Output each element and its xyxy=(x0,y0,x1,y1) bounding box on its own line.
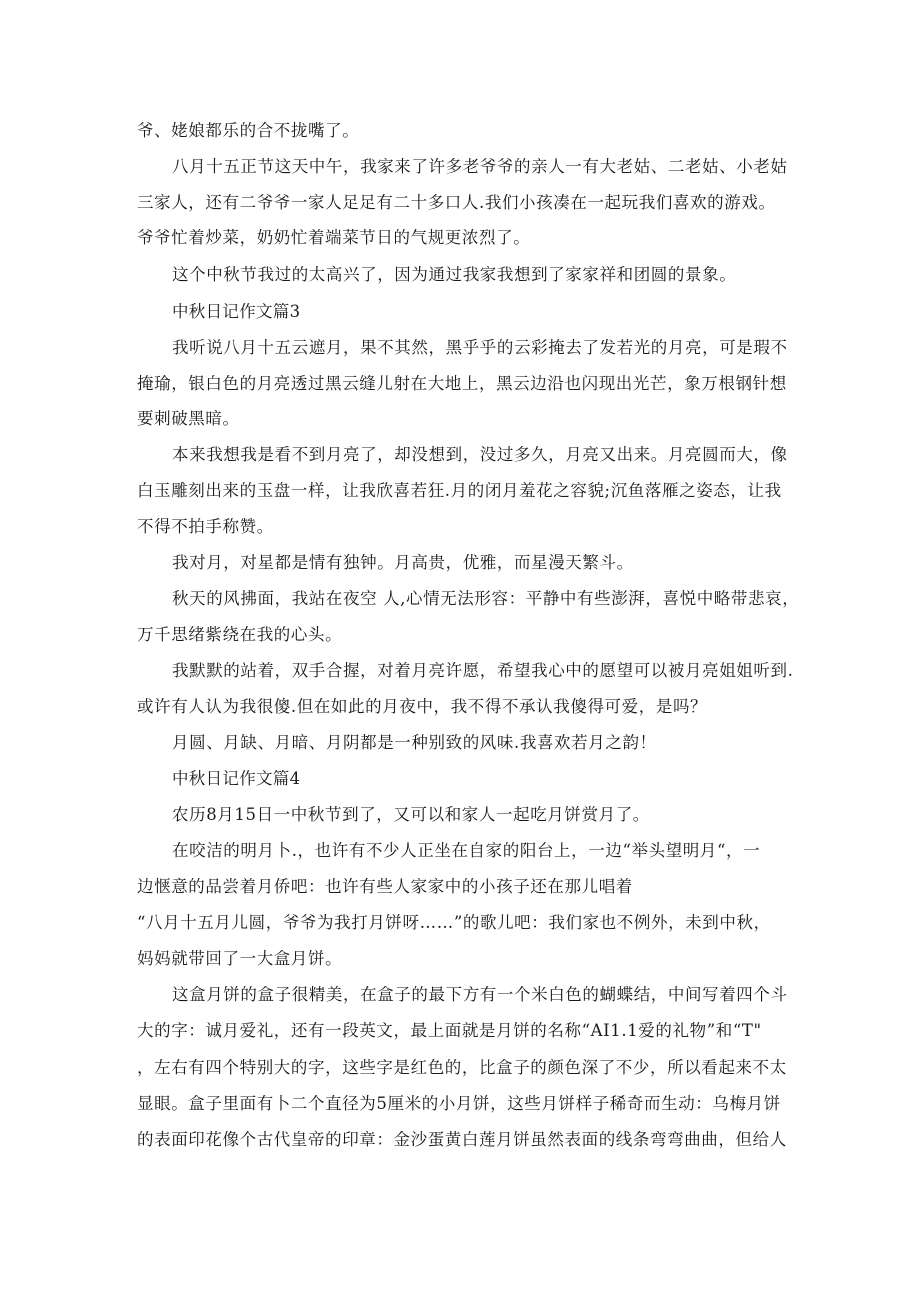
text-line: ，左右有四个特别大的字，这些字是红色的，比盒子的颜色深了不少，所以看起来不太 xyxy=(137,1058,787,1077)
text-line: 妈妈就带回了一大盒月饼。 xyxy=(137,949,343,968)
text-line: 的表面印花像个古代皇帝的印章：金沙蛋黄白莲月饼虽然表面的线条弯弯曲曲，但给人 xyxy=(137,1130,787,1149)
text-line: 八月十五正节这天中午，我家来了许多老爷爷的亲人一有大老姑、二老姑、小老姑 xyxy=(172,157,788,176)
text-line: “八月十五月儿圆，爷爷为我打月饼呀……”的歌儿吧：我们家也不例外，未到中秋， xyxy=(137,913,771,932)
text-line: 在咬洁的明月卜.，也许有不少人正坐在自家的阳台上，一边“举头望明月“，一 xyxy=(172,841,761,860)
text-line: 农历8月15日一中秋节到了，又可以和家人一起吃月饼赏月了。 xyxy=(172,805,650,824)
text-line: 我对月，对星都是情有独钟。月高贵，优雅，而星漫天繁斗。 xyxy=(172,553,634,572)
text-line: 我听说八月十五云遮月，果不其然，黑乎乎的云彩掩去了发若光的月亮，可是瑕不 xyxy=(172,338,788,357)
text-line: 或许有人认为我很傻.但在如此的月夜中，我不得不承认我傻得可爱，是吗？ xyxy=(137,697,708,716)
text-line: 万千思绪紫绕在我的心头。 xyxy=(137,625,343,644)
text-line: 显眼。盒子里面有卜二个直径为5厘米的小月饼，这些月饼样子稀奇而生动：乌梅月饼 xyxy=(137,1094,781,1113)
text-line: 要刺破黑暗。 xyxy=(137,409,240,428)
section-heading: 中秋日记作文篇4 xyxy=(172,769,301,788)
text-line: 不得不拍手称赞。 xyxy=(137,517,274,536)
text-line: 月圆、月缺、月暗、月阴都是一种别致的风味.我喜欢若月之韵！ xyxy=(172,733,657,752)
text-line: 边惬意的品尝着月侨吧：也许有些人家家中的小孩子还在那儿唱着 xyxy=(137,877,633,896)
text-line: 掩瑜，银白色的月亮透过黑云缝儿射在大地上，黑云边沿也闪现出光芒，象万根钢针想 xyxy=(137,374,787,393)
text-line: 这个中秋节我过的太高兴了，因为通过我家我想到了家家祥和团圆的景象。 xyxy=(172,265,737,284)
section-heading: 中秋日记作文篇3 xyxy=(172,302,301,321)
text-line: 三家人，还有二爷爷一家人足足有二十多口人.我们小孩凑在一起玩我们喜欢的游戏。 xyxy=(137,193,776,212)
text-line: 秋天的风拂面，我站在夜空 人,心情无法形容：平静中有些澎湃，喜悦中略带悲哀， xyxy=(172,589,800,608)
text-line: 白玉雕刻出来的玉盘一样，让我欣喜若狂.月的闭月羞花之容貌;沉鱼落雁之姿态，让我 xyxy=(137,481,782,500)
text-line: 大的字：诚月爱礼，还有一段英文，最上面就是月饼的名称“AI1.1爱的礼物”和“T" xyxy=(137,1021,762,1040)
text-line: 爷、姥娘都乐的合不拢嘴了。 xyxy=(137,121,360,140)
text-line: 这盒月饼的盒子很精美，在盒子的最下方有一个米白色的蝴蝶结，中间写着四个斗 xyxy=(172,985,788,1004)
text-line: 爷爷忙着炒菜，奶奶忙着端菜节日的气规更浓烈了。 xyxy=(137,228,531,247)
text-line: 本来我想我是看不到月亮了，却没想到，没过多久，月亮又出来。月亮圆而大，像 xyxy=(172,445,788,464)
text-line: 我默默的站着，双手合握，对着月亮许愿，希望我心中的愿望可以被月亮姐姐听到. xyxy=(172,661,794,680)
